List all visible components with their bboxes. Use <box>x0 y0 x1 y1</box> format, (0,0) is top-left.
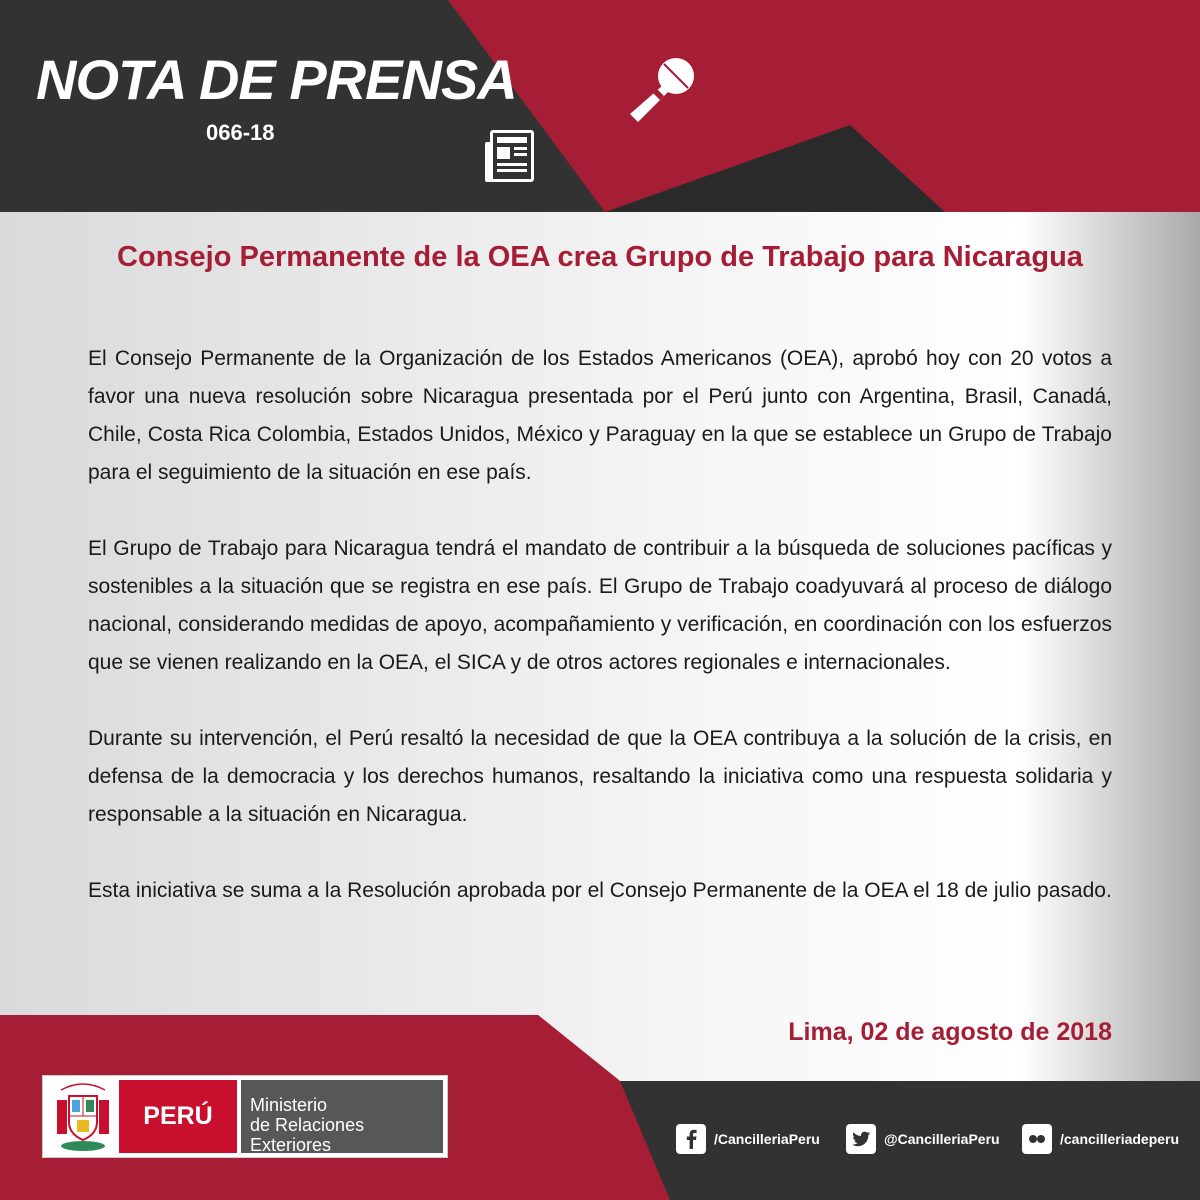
paragraph-4: Esta iniciativa se suma a la Resolución aprobada por el Consejo Permanente de la OEA el 18 de julio pasado. <box>88 879 1112 902</box>
logo-country: PERÚ <box>119 1080 237 1153</box>
press-release-number: 066-18 <box>206 120 275 145</box>
social-facebook-label: /CancilleriaPeru <box>714 1131 820 1147</box>
ministry-logo <box>42 1075 448 1158</box>
logo-ministry-name <box>241 1080 443 1153</box>
flickr-icon <box>1022 1124 1052 1154</box>
logo-ministry-line1: Ministerio <box>250 1095 328 1115</box>
coat-of-arms-icon <box>51 1080 115 1153</box>
dateline: Lima, 02 de agosto de 2018 <box>788 1018 1112 1046</box>
newspaper-icon <box>484 128 536 184</box>
social-facebook[interactable] <box>676 1124 820 1154</box>
social-twitter-label: @CancilleriaPeru <box>884 1131 1000 1147</box>
logo-ministry-line2: de Relaciones Exteriores <box>250 1115 365 1155</box>
microphone-icon <box>624 52 700 128</box>
social-flickr-label: /cancilleriadeperu <box>1060 1131 1180 1147</box>
article-body <box>88 340 1112 948</box>
paragraph-3: Durante su intervención, el Perú resaltó la necesidad de que la OEA contribuya a la solución de la crisis, en defensa de la democracia y los derechos humanos, resaltando la iniciativa como una respuesta solidaria y responsable a la situación en Nicaragua. <box>88 727 1112 826</box>
article-headline: Consejo Permanente de la OEA crea Grupo de Trabajo para Nicaragua <box>117 241 1083 273</box>
paragraph-2: El Grupo de Trabajo para Nicaragua tendrá el mandato de contribuir a la búsqueda de soluciones pacíficas y sostenibles a la situación que se registra en ese país. El Grupo de Trabajo coadyuvará al proceso de diálogo nacional, considerando medidas de apoyo, acompañamiento y verificación, en coordinación con los esfuerzos que se vienen realizando en la OEA, el SICA y de otros actores regionales e internacionales. <box>88 537 1112 674</box>
social-twitter[interactable] <box>846 1124 1000 1154</box>
page-title: NOTA DE PRENSA <box>36 48 517 111</box>
facebook-icon <box>676 1124 706 1154</box>
twitter-icon <box>846 1124 876 1154</box>
paragraph-1: El Consejo Permanente de la Organización de los Estados Americanos (OEA), aprobó hoy con 20 votos a favor una nueva resolución sobre Nicaragua presentada por el Perú junto con Argentina, Brasil, Canadá, Chile, Costa Rica Colombia, Estados Unidos, México y Paraguay en la que se establece un Grupo de Trabajo para el seguimiento de la situación en ese país. <box>88 347 1112 484</box>
social-flickr[interactable] <box>1022 1124 1179 1154</box>
